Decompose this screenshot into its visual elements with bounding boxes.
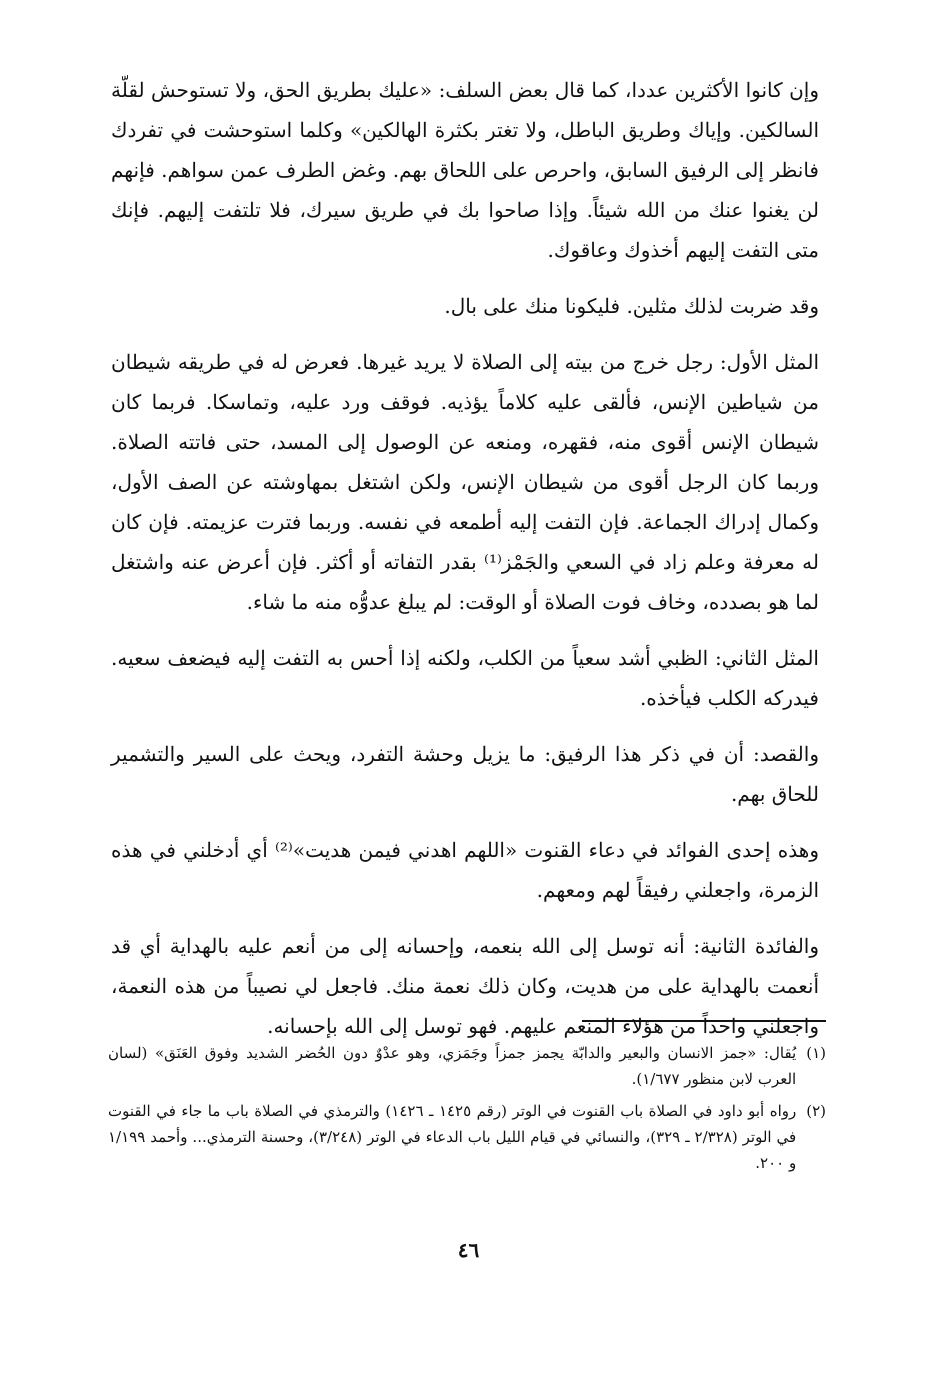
footnote-1-text: يُقال: «جمز الانسان والبعير والدابّة يجمز جمزاً وجَمَزي، وهو عدْوٌ دون الحُضر الشديد وفوق العَنَق» (لسان العرب لابن منظور ١/٦٧٧).	[108, 1044, 797, 1088]
paragraph-4: المثل الثاني: الظبي أشد سعياً من الكلب، ولكنه إذا أحس به التفت إليه فيضعف سعيه. فيدركه الكلب فيأخذه.	[111, 646, 819, 710]
footnote-1-marker: (١)	[806, 1044, 826, 1062]
page-number: ٤٦	[457, 1238, 480, 1262]
footnotes	[108, 1040, 826, 1182]
paragraph-2: وقد ضربت لذلك مثلين. فليكونا منك على بال.	[444, 294, 819, 318]
paragraph-7: والفائدة الثانية: أنه توسل إلى الله بنعمه، وإحسانه إلى من أنعم عليه بالهداية أي قد أنعمت بالهداية على من هديت، وكان ذلك نعمة منك. فاجعل لي نصيباً من هذه النعمة، واجعلني واحداً من هؤلاء المنعم عليهم. فهو توسل إلى الله بإحسانه.	[111, 934, 819, 1038]
footnote-1	[108, 1040, 826, 1092]
footnote-2-text: رواه أبو داود في الصلاة باب القنوت في الوتر (رقم ١٤٢٥ ـ ١٤٢٦) والترمذي في الصلاة باب ما جاء في القنوت في الوتر (٢/٣٢٨ ـ ٣٢٩)، والنسائي في قيام الليل باب الدعاء في الوتر (٣/٢٤٨)، وحسنة الترمذي... وأحمد ١/١٩٩ و ٢٠٠.	[108, 1102, 797, 1172]
footnote-2-marker: (٢)	[806, 1102, 826, 1120]
paragraph-6: وهذه إحدى الفوائد في دعاء القنوت «اللهم اهدني فيمن هديت»⁽²⁾ أي أدخلني في هذه الزمرة، واجعلني رفيقاً لهم ومعهم.	[111, 838, 819, 902]
footnote-divider	[582, 1020, 826, 1022]
footnote-2	[108, 1098, 826, 1176]
main-text	[111, 70, 819, 1062]
paragraph-1: وإن كانوا الأكثرين عددا، كما قال بعض السلف: «عليك بطريق الحق، ولا تستوحش لقلّة السالكين. وإياك وطريق الباطل، ولا تغتر بكثرة الهالكين» وكلما استوحشت في تفردك فانظر إلى الرفيق السابق، واحرص على اللحاق بهم. وغض الطرف عمن سواهم. فإنهم لن يغنوا عنك من الله شيئاً. وإذا صاحوا بك في طريق سيرك، فلا تلتفت إليهم. فإنك متى التفت إليهم أخذوك وعاقوك.	[111, 78, 819, 262]
paragraph-3: المثل الأول: رجل خرج من بيته إلى الصلاة لا يريد غيرها. فعرض له في طريقه شيطان من شياطين الإنس، فألقى عليه كلاماً يؤذيه. فوقف ورد عليه، وتماسكا. فربما كان شيطان الإنس أقوى منه، فقهره، ومنعه عن الوصول إلى المسد، حتى فاتته الصلاة. وربما كان الرجل أقوى من شيطان الإنس، ولكن اشتغل بمهاوشته عن الصف الأول، وكمال إدراك الجماعة. فإن التفت إليه أطمعه في نفسه. وربما فترت عزيمته. فإن كان له معرفة وعلم زاد في السعي والجَمْز⁽¹⁾ بقدر التفاته أو أكثر. فإن أعرض عنه واشتغل لما هو بصدده، وخاف فوت الصلاة أو الوقت: لم يبلغ عدوُّه منه ما شاء.	[111, 350, 820, 614]
paragraph-5: والقصد: أن في ذكر هذا الرفيق: ما يزيل وحشة التفرد، ويحث على السير والتشمير للحاق بهم.	[111, 742, 819, 806]
